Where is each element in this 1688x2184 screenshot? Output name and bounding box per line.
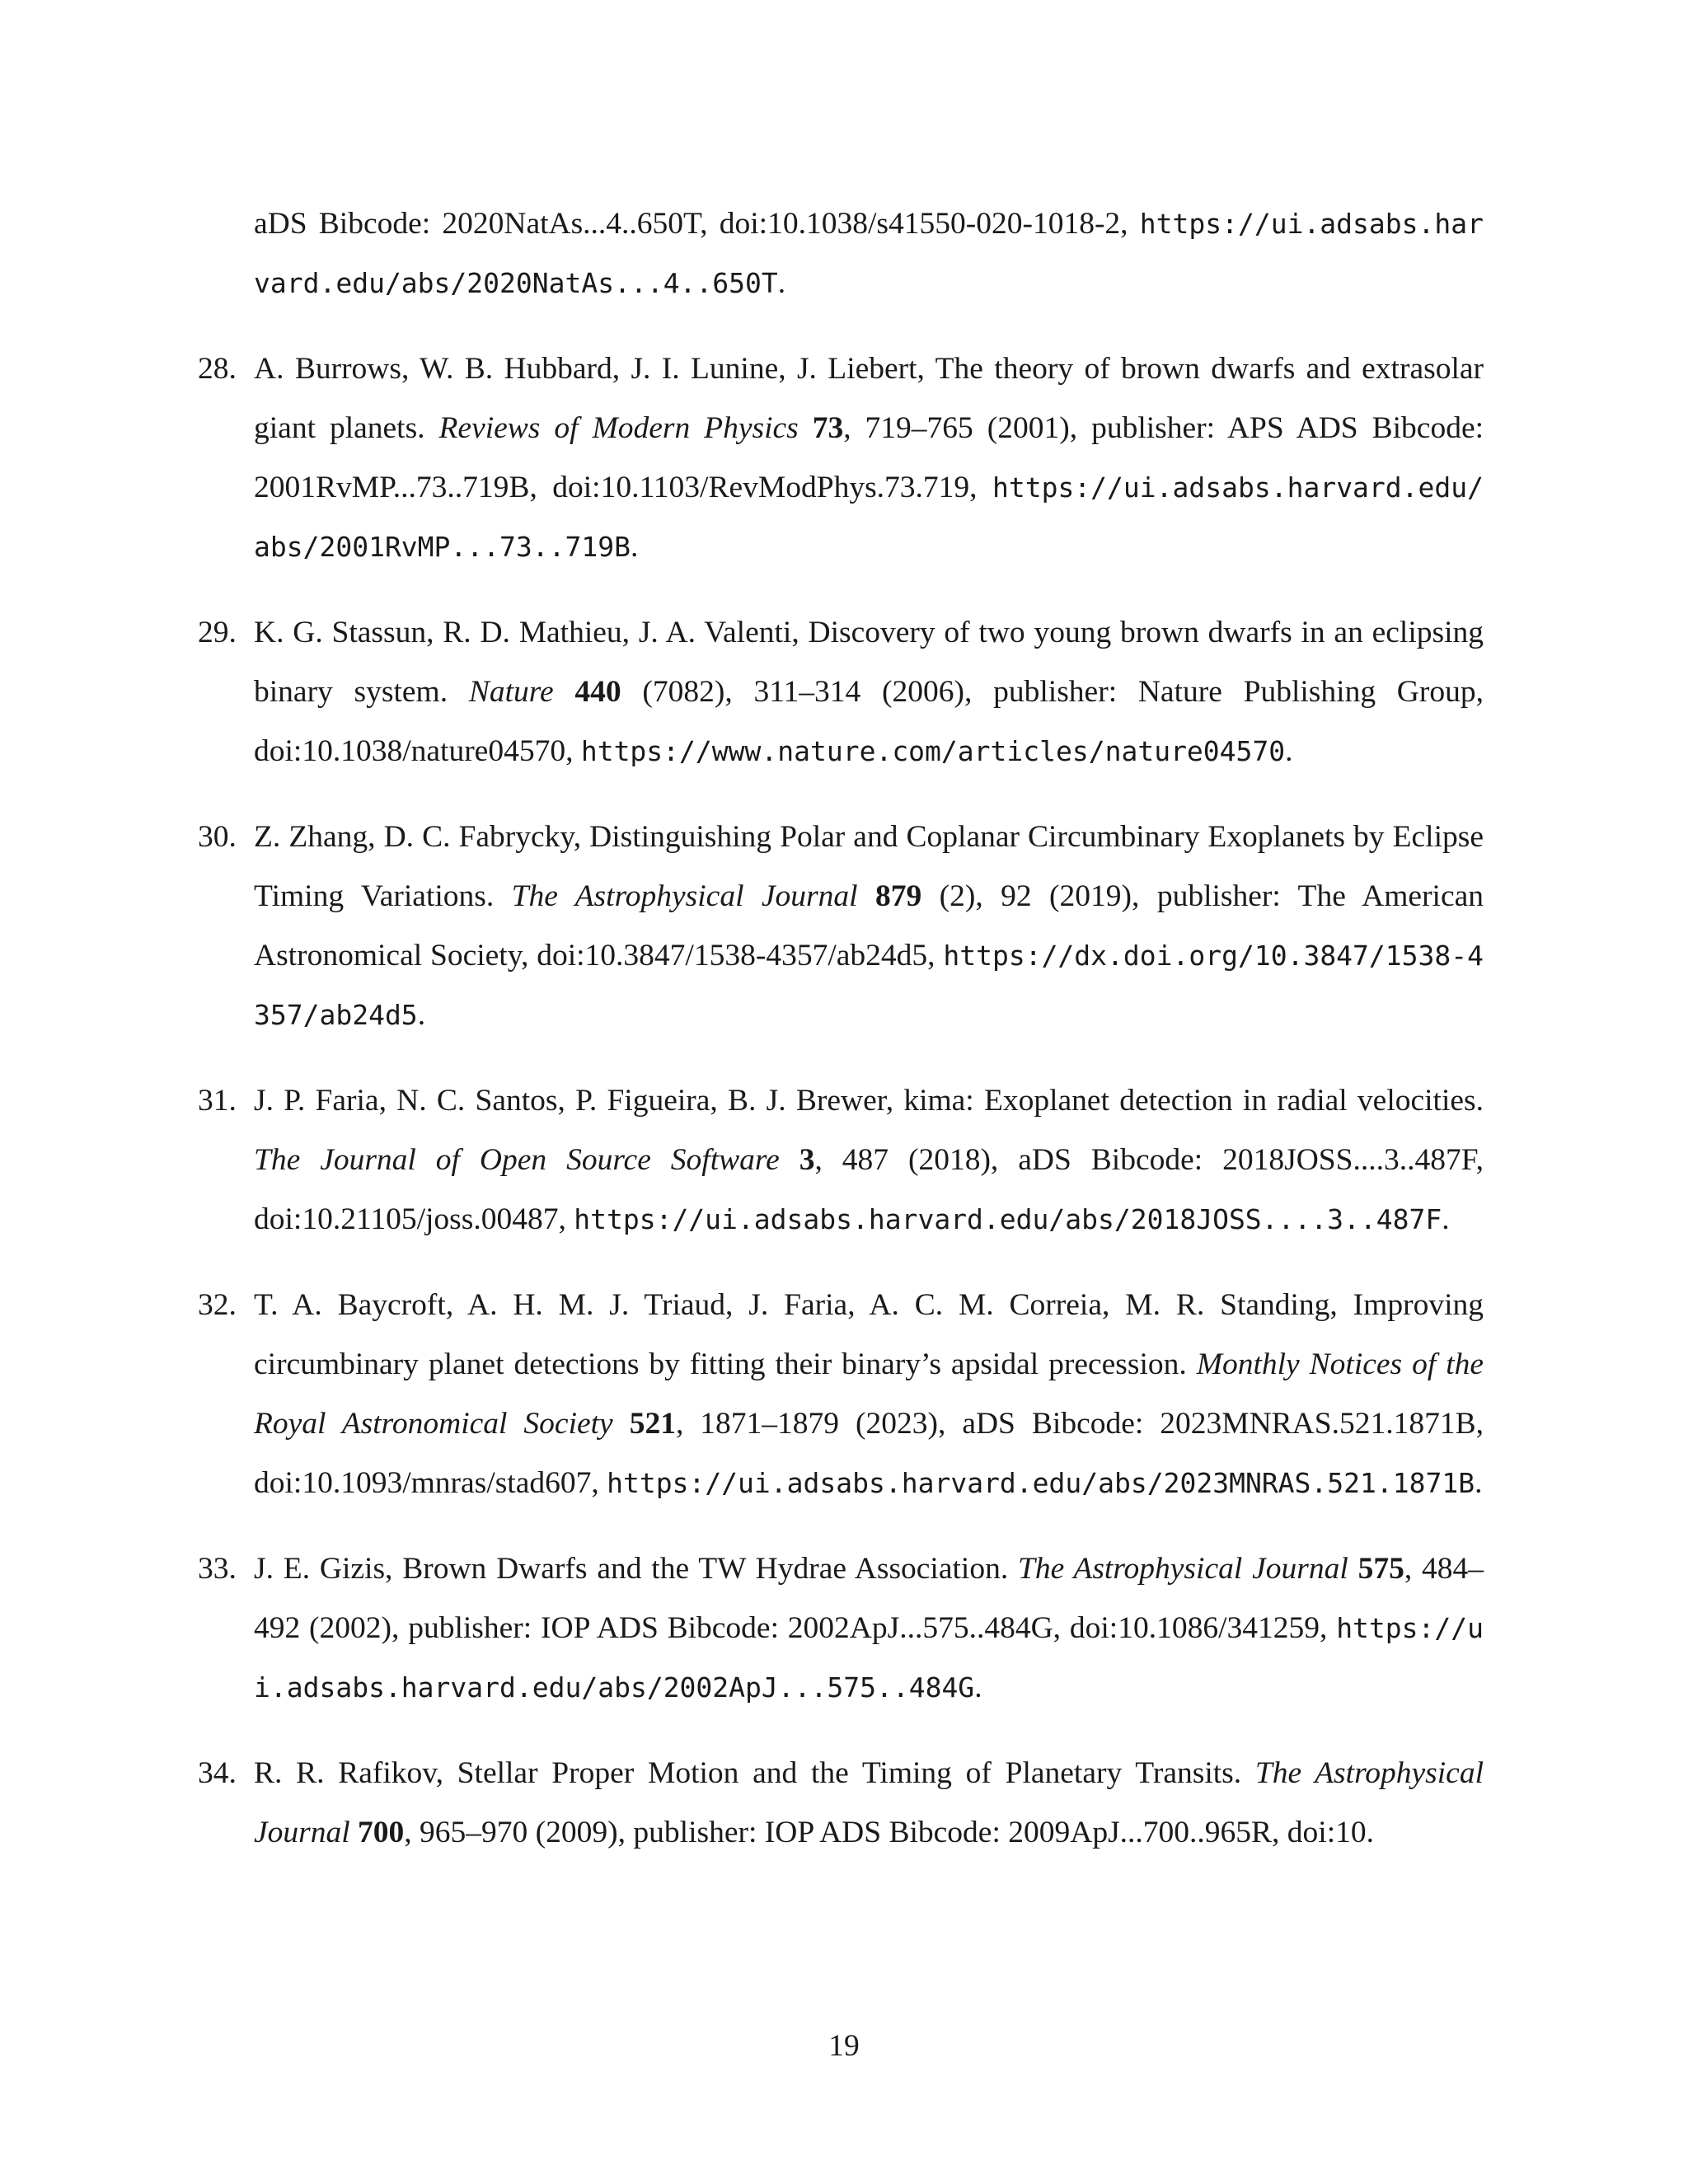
reference-number: 29. (198, 616, 237, 649)
reference-authors-title: R. R. Rafikov, Stellar Proper Motion and the Timing of Planetary Transits. (254, 1756, 1255, 1790)
reference-details: , 487 (2018), aDS Bibcode: 2018JOSS....3..487F, doi:10.21105/joss.00487, (254, 1143, 1484, 1236)
reference-29 (198, 603, 1484, 781)
reference-details: , 965–970 (2009), publisher: IOP ADS Bibcode: 2009ApJ...700..965R, doi:10. (404, 1816, 1375, 1849)
reference-28 (198, 340, 1484, 577)
reference-details: , 1871–1879 (2023), aDS Bibcode: 2023MNRAS.521.1871B, doi:10.1093/mnras/stad607, (254, 1407, 1484, 1500)
reference-end: . (1475, 1466, 1483, 1500)
reference-journal: Reviews of Modern Physics (438, 411, 799, 445)
reference-url[interactable]: https://ui.adsabs.harvard.edu/abs/2023MNRAS.521.1871B (607, 1467, 1475, 1499)
reference-end: . (417, 998, 426, 1032)
reference-authors-title: A. Burrows, W. B. Hubbard, J. I. Lunine, J. Liebert, The theory of brown dwarfs and extrasolar giant planets. (254, 352, 1484, 445)
reference-32 (198, 1276, 1484, 1513)
reference-url[interactable]: https://ui.adsabs.harvard.edu/abs/2020NatAs...4..650T (254, 208, 1484, 299)
reference-url[interactable]: https://dx.doi.org/10.3847/1538-4357/ab24d5 (254, 940, 1484, 1031)
reference-journal: Monthly Notices of the Royal Astronomical Society (254, 1347, 1484, 1441)
reference-volume: 440 (574, 675, 621, 709)
reference-authors-title: K. G. Stassun, R. D. Mathieu, J. A. Valenti, Discovery of two young brown dwarfs in an eclipsing binary system. (254, 616, 1484, 709)
reference-url[interactable]: https://www.nature.com/articles/nature04570 (580, 735, 1286, 767)
reference-33 (198, 1540, 1484, 1718)
reference-end: . (630, 530, 639, 564)
reference-31 (198, 1071, 1484, 1249)
reference-number: 32. (198, 1288, 237, 1322)
reference-authors-title: J. E. Gizis, Brown Dwarfs and the TW Hydrae Association. (254, 1552, 1019, 1586)
reference-authors-title: T. A. Baycroft, A. H. M. J. Triaud, J. Faria, A. C. M. Correia, M. R. Standing, Improving circumbinary planet detections by fitting their binary’s apsidal precession. (254, 1288, 1484, 1381)
reference-details: , 719–765 (2001), publisher: APS ADS Bibcode: 2001RvMP...73..719B, doi:10.1103/RevModPhys.73.719, (254, 411, 1484, 504)
reference-end: . (974, 1671, 982, 1704)
reference-volume: 3 (799, 1143, 815, 1177)
reference-volume: 73 (812, 411, 844, 445)
reference-journal: The Astrophysical Journal (1018, 1552, 1348, 1586)
reference-text: aDS Bibcode: 2020NatAs...4..650T, doi:10.1038/s41550-020-1018-2, (254, 207, 1140, 241)
reference-journal: Nature (468, 675, 554, 709)
reference-authors-title: Z. Zhang, D. C. Fabrycky, Distinguishing Polar and Coplanar Circumbinary Exoplanets by Eclipse Timing Variations. (254, 820, 1484, 913)
reference-number: 34. (198, 1756, 237, 1790)
reference-34 (198, 1744, 1484, 1863)
reference-url[interactable]: https://ui.adsabs.harvard.edu/abs/2018JOSS....3..487F (574, 1203, 1442, 1235)
reference-url[interactable]: https://ui.adsabs.harvard.edu/abs/2002ApJ...575..484G (254, 1612, 1484, 1704)
reference-authors-title: J. P. Faria, N. C. Santos, P. Figueira, B. J. Brewer, kima: Exoplanet detection in radial velocities. (254, 1084, 1484, 1118)
reference-details: , 484–492 (2002), publisher: IOP ADS Bibcode: 2002ApJ...575..484G, doi:10.1086/341259, (254, 1552, 1484, 1645)
reference-volume: 575 (1357, 1552, 1404, 1586)
reference-journal: The Astrophysical Journal (511, 879, 858, 913)
reference-volume: 700 (358, 1816, 405, 1849)
reference-volume: 521 (629, 1407, 676, 1441)
reference-end: . (777, 266, 786, 300)
reference-number: 28. (198, 352, 237, 386)
reference-journal: The Astrophysical Journal (254, 1756, 1484, 1849)
reference-volume: 879 (874, 879, 922, 913)
page-number: 19 (828, 2029, 860, 2063)
reference-27-continued (198, 194, 1484, 313)
reference-end: . (1285, 734, 1293, 768)
reference-url[interactable]: https://ui.adsabs.harvard.edu/abs/2001RvMP...73..719B (254, 471, 1484, 563)
reference-30 (198, 808, 1484, 1045)
reference-details: (7082), 311–314 (2006), publisher: Nature Publishing Group, doi:10.1038/nature04570, (254, 675, 1484, 768)
reference-journal: The Journal of Open Source Software (254, 1143, 780, 1177)
reference-number: 33. (198, 1552, 237, 1586)
reference-end: . (1442, 1202, 1450, 1236)
reference-number: 30. (198, 820, 237, 854)
reference-number: 31. (198, 1084, 237, 1118)
reference-list (198, 194, 1484, 1889)
reference-details: (2), 92 (2019), publisher: The American Astronomical Society, doi:10.3847/1538-4357/ab24d5, (254, 879, 1484, 972)
